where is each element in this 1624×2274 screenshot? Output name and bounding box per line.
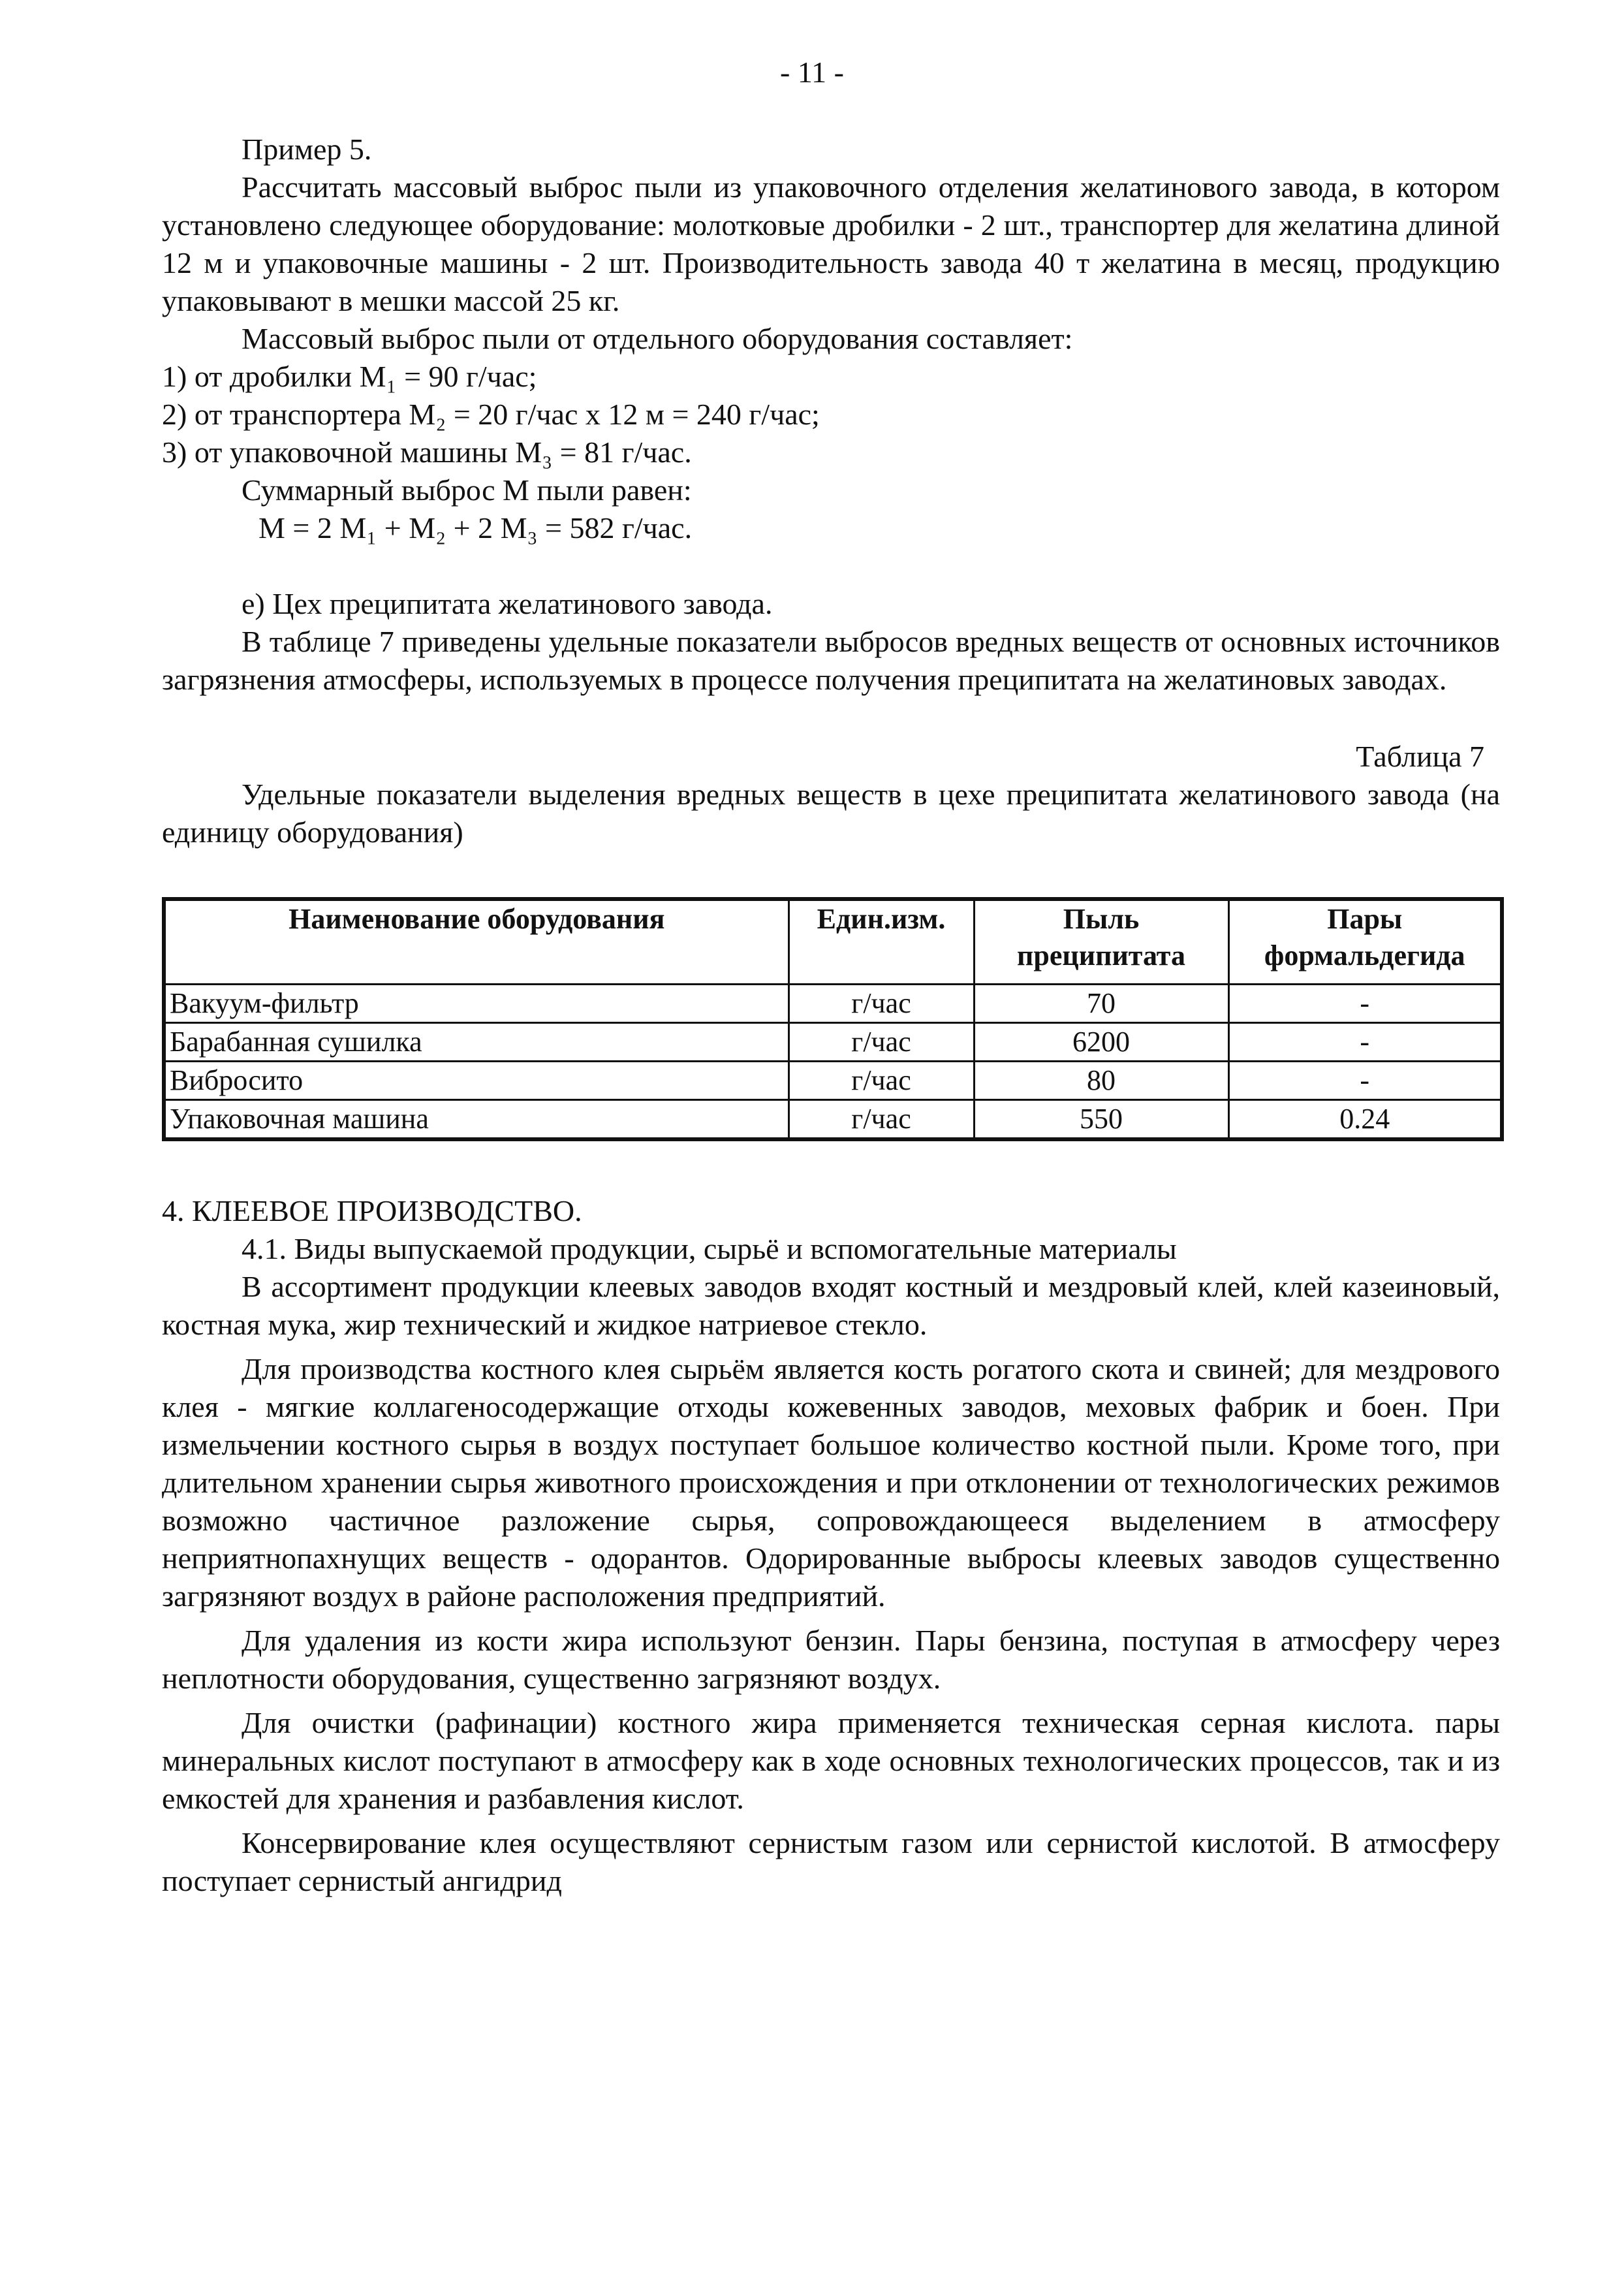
cell-unit: г/час: [789, 1100, 974, 1140]
header-formaldehyde: Пары формальдегида: [1228, 899, 1502, 985]
example-intro: Массовый выброс пыли от отдельного оборудования составляет:: [242, 322, 1073, 355]
example-item-2: 2) от транспортера M₂ = 20 г/час х 12 м = 240 г/час;: [162, 398, 820, 431]
header-equipment: Наименование оборудования: [164, 899, 789, 985]
example-item-3: 3) от упаковочной машины M₃ = 81 г/час.: [162, 435, 692, 469]
page-number: - 11 -: [780, 55, 844, 89]
section-4-heading: 4. КЛЕЕВОЕ ПРОИЗВОДСТВО.: [162, 1194, 582, 1227]
cell-equipment: Упаковочная машина: [164, 1100, 789, 1140]
cell-formaldehyde: 0.24: [1228, 1100, 1502, 1140]
section-e-text: В таблице 7 приведены удельные показатели выбросов вредных веществ от основных источников загрязнения атмосферы, используемых в процессе получения преципитата на желатиновых заводах.: [162, 625, 1500, 696]
cell-equipment: Вакуум-фильтр: [164, 985, 789, 1023]
emissions-table: [162, 897, 1504, 1141]
cell-dust: 6200: [974, 1023, 1228, 1062]
table-caption: Удельные показатели выделения вредных веществ в цехе преципитата желатинового завода (на единицу оборудования): [162, 778, 1500, 849]
cell-equipment: Вибросито: [164, 1062, 789, 1100]
cell-unit: г/час: [789, 985, 974, 1023]
page-content: [162, 131, 1500, 1900]
table-row: [164, 1100, 1502, 1140]
table-header-row: [164, 899, 1502, 985]
table-row: [164, 1062, 1502, 1100]
example-item-1: 1) от дробилки M₁ = 90 г/час;: [162, 360, 537, 393]
cell-dust: 80: [974, 1062, 1228, 1100]
example-title: Пример 5.: [242, 133, 372, 166]
section-4-paragraph-3: Для удаления из кости жира используют бензин. Пары бензина, поступая в атмосферу через неплотности оборудования, существенно загрязняют воздух.: [162, 1624, 1500, 1695]
sum-label: Суммарный выброс M пыли равен:: [242, 473, 692, 507]
section-4-paragraph-1: В ассортимент продукции клеевых заводов входят костный и мездровый клей, клей казеиновый, костная мука, жир технический и жидкое натриевое стекло.: [162, 1270, 1500, 1341]
cell-formaldehyde: -: [1228, 1023, 1502, 1062]
cell-unit: г/час: [789, 1062, 974, 1100]
example-task: Рассчитать массовый выброс пыли из упаковочного отделения желатинового завода, в котором установлено следующее оборудование: молотковые дробилки - 2 шт., транспортер для желатина длиной 12 м и упаковочные машины - 2 шт. Производительность завода 40 т желатина в месяц, продукцию упаковывают в мешки массой 25 кг.: [162, 170, 1500, 317]
cell-dust: 550: [974, 1100, 1228, 1140]
cell-dust: 70: [974, 985, 1228, 1023]
section-4-paragraph-4: Для очистки (рафинации) костного жира применяется техническая серная кислота. пары минеральных кислот поступают в атмосферу как в ходе основных технологических процессов, так и из емкостей для хранения и разбавления кислот.: [162, 1706, 1500, 1815]
section-4-paragraph-5: Консервирование клея осуществляют сернистым газом или сернистой кислотой. В атмосферу поступает сернистый ангидрид: [162, 1826, 1500, 1897]
table-row: [164, 1023, 1502, 1062]
cell-formaldehyde: -: [1228, 1062, 1502, 1100]
table-row: [164, 985, 1502, 1023]
table-label: Таблица 7: [1356, 740, 1484, 773]
header-unit: Един.изм.: [789, 899, 974, 985]
cell-equipment: Барабанная сушилка: [164, 1023, 789, 1062]
header-dust: Пыль преципитата: [974, 899, 1228, 985]
section-e-heading: е) Цех преципитата желатинового завода.: [242, 587, 773, 620]
cell-unit: г/час: [789, 1023, 974, 1062]
section-4-paragraph-2: Для производства костного клея сырьём является кость рогатого скота и свиней; для мездрового клея - мягкие коллагеносодержащие отходы кожевенных заводов, меховых фабрик и боен. При измельчении костного сырья в воздух поступает большое количество костной пыли. Кроме того, при длительном хранении сырья животного происхождения и при отклонении от технологических режимов возможно частичное разложение сырья, сопровождающееся выделением в атмосферу неприятнопахнущих веществ - одорантов. Одорированные выбросы клеевых заводов существенно загрязняют воздух в районе расположения предприятий.: [162, 1352, 1500, 1613]
sum-formula: M = 2 M₁ + M₂ + 2 M₃ = 582 г/час.: [258, 511, 693, 545]
section-4-1-heading: 4.1. Виды выпускаемой продукции, сырьё и вспомогательные материалы: [242, 1232, 1177, 1265]
cell-formaldehyde: -: [1228, 985, 1502, 1023]
